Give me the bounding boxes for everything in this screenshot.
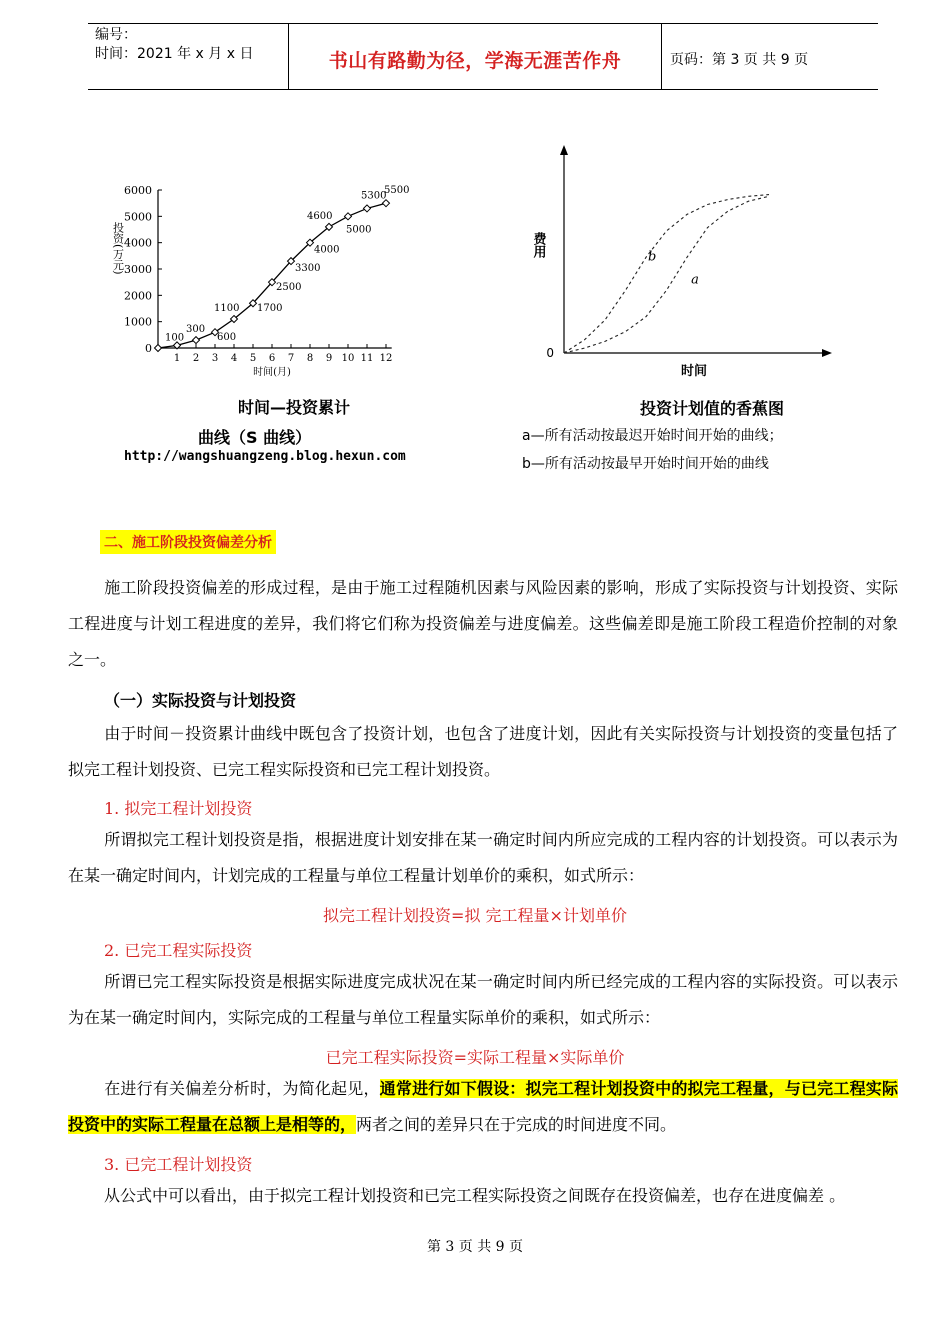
x-tick-label: 8 xyxy=(306,353,314,364)
x-axis-label: 时间 xyxy=(680,364,708,379)
paragraph-3 xyxy=(68,822,898,894)
x-tick-label: 11 xyxy=(360,353,374,364)
banana-legend-a: a—所有活动按最迟开始时间开始的曲线； xyxy=(522,428,783,444)
x-axis-arrow xyxy=(822,349,832,357)
paragraph-1 xyxy=(68,570,898,678)
data-label: 1700 xyxy=(257,303,283,315)
series-b-curve xyxy=(564,195,769,353)
paragraph-1-text: 施工阶段投资偏差的形成过程，是由于施工过程随机因素与风险因素的影响，形成了实际投资与计划投资、实际工程进度与计划工程进度的差异，我们将它们称为投资偏差与进度偏差。这些偏差即是施工阶段工程造价控制的对象之一。 xyxy=(68,578,898,669)
paragraph-2 xyxy=(68,716,898,788)
y-tick-label: 4000 xyxy=(124,236,152,250)
data-label: 1100 xyxy=(214,303,240,315)
data-point xyxy=(193,337,200,344)
x-tick-label: 2 xyxy=(192,353,200,364)
subsection-heading-1: （一）实际投资与计划投资 xyxy=(104,691,297,710)
x-tick-label: 4 xyxy=(230,353,238,364)
list-item-2: 2. 已完工程实际投资 xyxy=(104,941,253,960)
paragraph-5-pre: 在进行有关偏差分析时，为简化起见， xyxy=(104,1079,380,1098)
data-label: 5300 xyxy=(361,190,387,202)
s-curve-caption-2: 曲线（S 曲线） xyxy=(198,428,312,447)
header-motto: 书山有路勤为径，学海无涯苦作舟 xyxy=(328,50,622,72)
header-number-label: 编号： xyxy=(95,27,137,43)
data-label: 4600 xyxy=(307,210,333,222)
series-b-label: b xyxy=(648,249,657,265)
header-divider-1 xyxy=(288,23,289,90)
data-label: 3300 xyxy=(295,263,321,275)
s-curve-chart xyxy=(100,170,430,380)
header-time-label: 时间：2021 年 x 月 x 日 xyxy=(95,46,254,62)
banana-chart xyxy=(520,140,840,380)
header-page-label: 页码：第 3 页 共 9 页 xyxy=(670,52,809,68)
series-a-label: a xyxy=(691,272,699,288)
paragraph-6-text: 从公式中可以看出，由于拟完工程计划投资和已完工程实际投资之间既存在投资偏差，也存在进度偏差 。 xyxy=(104,1186,846,1205)
x-axis-label: 时间(月) xyxy=(253,367,291,378)
y-tick-label: 5000 xyxy=(124,210,152,224)
paragraph-4-text: 所谓已完工程实际投资是根据实际进度完成状况在某一确定时间内所已经完成的工程内容的实际投资。可以表示为在某一确定时间内，实际完成的工程量与单位工程量实际单价的乘积，如式所示： xyxy=(68,972,898,1027)
paragraph-3-text: 所谓拟完工程计划投资是指，根据进度计划安排在某一确定时间内所应完成的工程内容的计划投资。可以表示为在某一确定时间内，计划完成的工程量与单位工程量计划单价的乘积，如式所示： xyxy=(68,830,898,885)
header-divider-2 xyxy=(661,23,662,90)
y-axis-arrow xyxy=(560,145,568,155)
formula-2: 已完工程实际投资=实际工程量×实际单价 xyxy=(325,1048,625,1067)
section-heading: 二、施工阶段投资偏差分析 xyxy=(100,530,276,554)
y-tick-label: 1000 xyxy=(124,315,152,329)
y-tick-label: 6000 xyxy=(124,184,152,197)
paragraph-5 xyxy=(68,1071,898,1143)
paragraph-5-post: 两者之间的差异只在于完成的时间进度不同。 xyxy=(356,1115,677,1134)
x-tick-label: 5 xyxy=(249,353,257,364)
origin-label: 0 xyxy=(546,346,554,360)
source-url: http://wangshuangzeng.blog.hexun.com xyxy=(124,449,406,464)
data-label: 5000 xyxy=(346,224,372,236)
data-label: 600 xyxy=(217,332,237,344)
banana-caption: 投资计划值的香蕉图 xyxy=(640,399,785,418)
x-tick-label: 7 xyxy=(287,353,295,364)
data-label: 5500 xyxy=(384,185,410,197)
data-label: 300 xyxy=(186,324,206,336)
data-label: 100 xyxy=(165,332,185,344)
page-footer: 第 3 页 共 9 页 xyxy=(426,1239,524,1255)
x-tick-label: 9 xyxy=(325,353,333,364)
x-tick-label: 10 xyxy=(341,353,355,364)
x-tick-label: 1 xyxy=(173,353,181,364)
y-tick-label: 3000 xyxy=(124,263,152,276)
y-axis-label: 投资(万元) xyxy=(111,222,125,275)
data-label: 2500 xyxy=(276,282,302,294)
s-curve-caption-1: 时间—投资累计 xyxy=(238,398,351,417)
paragraph-5-highlight: 通常进行如下假设：拟完工程计划投资中的拟完工程量，与已完工程实际投资中的实际工程量在总额上是相等的， xyxy=(68,1079,898,1134)
data-label: 4000 xyxy=(314,244,340,256)
formula-1: 拟完工程计划投资=拟 完工程量×计划单价 xyxy=(323,906,627,925)
paragraph-6 xyxy=(68,1178,898,1214)
y-axis-label: 费用 xyxy=(530,232,546,258)
x-tick-label: 6 xyxy=(268,353,276,364)
header-meta xyxy=(95,26,253,64)
x-tick-label: 12 xyxy=(379,353,393,364)
paragraph-2-text: 由于时间－投资累计曲线中既包含了投资计划，也包含了进度计划，因此有关实际投资与计划投资的变量包括了拟完工程计划投资、已完工程实际投资和已完工程计划投资。 xyxy=(68,724,898,779)
banana-legend-b: b—所有活动按最早开始时间开始的曲线 xyxy=(522,456,769,472)
list-item-1: 1. 拟完工程计划投资 xyxy=(104,799,253,818)
header-top-rule xyxy=(88,23,878,24)
header-bottom-rule xyxy=(88,89,878,90)
data-point xyxy=(345,213,352,220)
list-item-3: 3. 已完工程计划投资 xyxy=(104,1155,253,1174)
y-tick-label: 2000 xyxy=(124,289,152,303)
y-tick-label: 0 xyxy=(145,342,152,355)
x-tick-label: 3 xyxy=(211,353,219,364)
data-point xyxy=(364,205,371,212)
data-point xyxy=(155,345,162,352)
paragraph-4 xyxy=(68,964,898,1036)
